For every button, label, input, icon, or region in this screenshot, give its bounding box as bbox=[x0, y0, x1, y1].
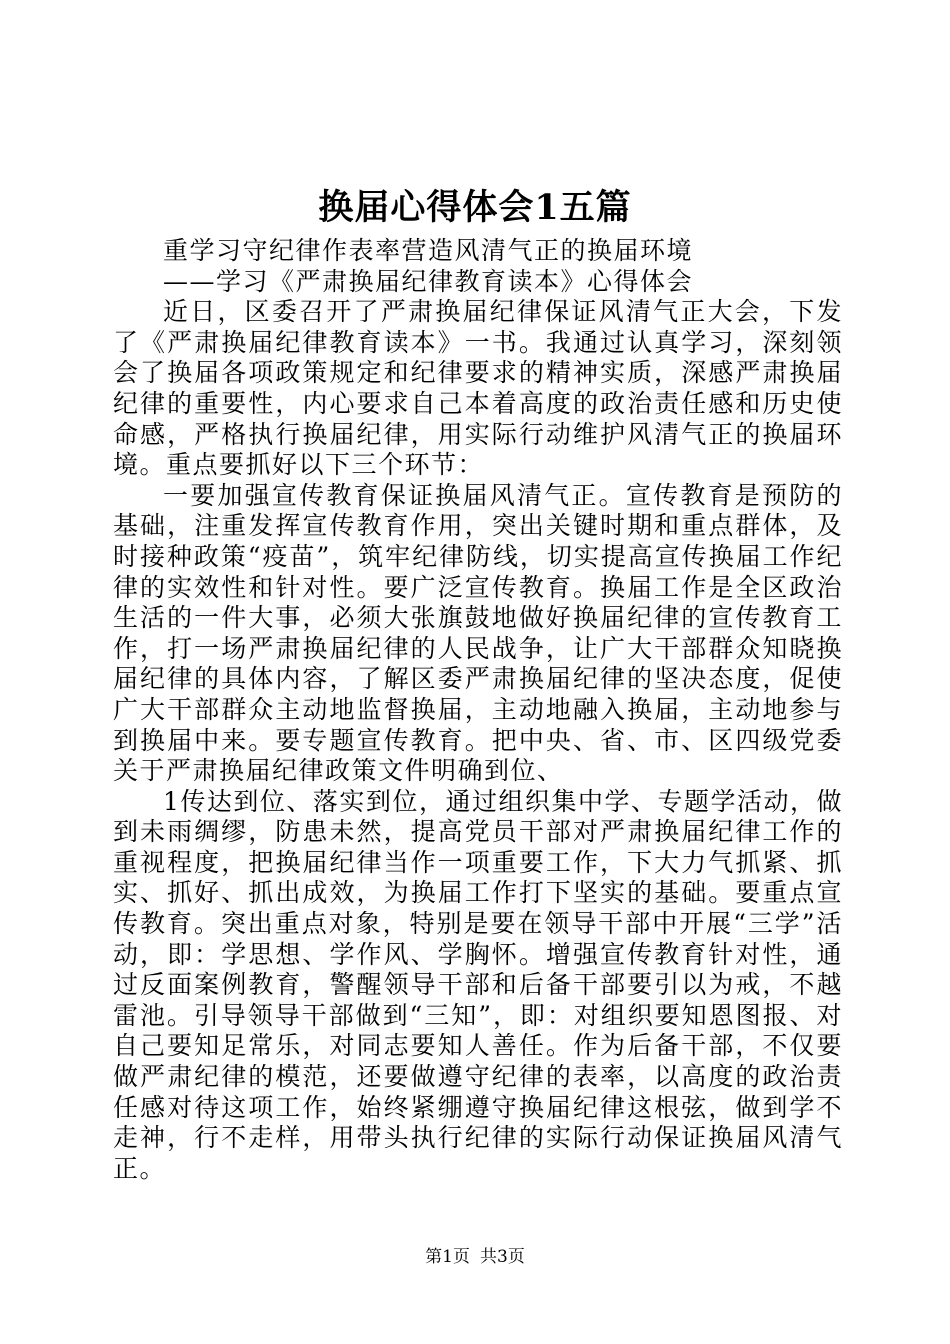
paragraph-3: 1传达到位、落实到位，通过组织集中学、专题学活动，做到未雨绸缪，防患未然，提高党员干部对严肃换届纪律工作的重视程度，把换届纪律当作一项重要工作，下大力气抓紧、抓实、抓好、抓出成效，为换届工作打下坚实的基础。要重点宣传教育。突出重点对象，特别是要在领导干部中开展“三学”活动，即：学思想、学作风、学胸怀。增强宣传教育针对性，通过反面案例教育，警醒领导干部和后备干部要引以为戒，不越雷池。引导领导干部做到“三知”，即：对组织要知恩图报、对自己要知足常乐，对同志要知人善任。作为后备干部，不仅要做严肃纪律的模范，还要做遵守纪律的表率，以高度的政治责任感对待这项工作，始终紧绷遵守换届纪律这根弦，做到学不走神，行不走样，用带头执行纪律的实际行动保证换届风清气正。 bbox=[113, 786, 843, 1183]
subtitle-2: ——学习《严肃换届纪律教育读本》心得体会 bbox=[163, 266, 694, 296]
document-body bbox=[113, 236, 843, 1184]
page-number: 第1页 bbox=[425, 1247, 470, 1267]
page-total: 共3页 bbox=[480, 1247, 525, 1267]
document-title: 换届心得体会1五篇 bbox=[318, 187, 632, 228]
paragraph-2: 一要加强宣传教育保证换届风清气正。宣传教育是预防的基础，注重发挥宣传教育作用，突出关键时期和重点群体，及时接种政策“疫苗”，筑牢纪律防线，切实提高宣传换届工作纪律的实效性和针对性。要广泛宣传教育。换届工作是全区政治生活的一件大事，必须大张旗鼓地做好换届纪律的宣传教育工作，打一场严肃换届纪律的人民战争，让广大干部群众知晓换届纪律的具体内容，了解区委严肃换届纪律的坚决态度，促使广大干部群众主动地监督换届，主动地融入换届，主动地参与到换届中来。要专题宣传教育。把中央、省、市、区四级党委关于严肃换届纪律政策文件明确到位、 bbox=[113, 480, 843, 786]
subtitle: 重学习守纪律作表率营造风清气正的换届环境 bbox=[163, 236, 694, 265]
page-footer bbox=[0, 1246, 950, 1268]
paragraph-1: 近日，区委召开了严肃换届纪律保证风清气正大会，下发了《严肃换届纪律教育读本》一书。我通过认真学习，深刻领会了换届各项政策规定和纪律要求的精神实质，深感严肃换届纪律的重要性，内心要求自己本着高度的政治责任感和历史使命感，严格执行换届纪律，用实际行动维护风清气正的换届环境。重点要抓好以下三个环节： bbox=[113, 297, 843, 480]
